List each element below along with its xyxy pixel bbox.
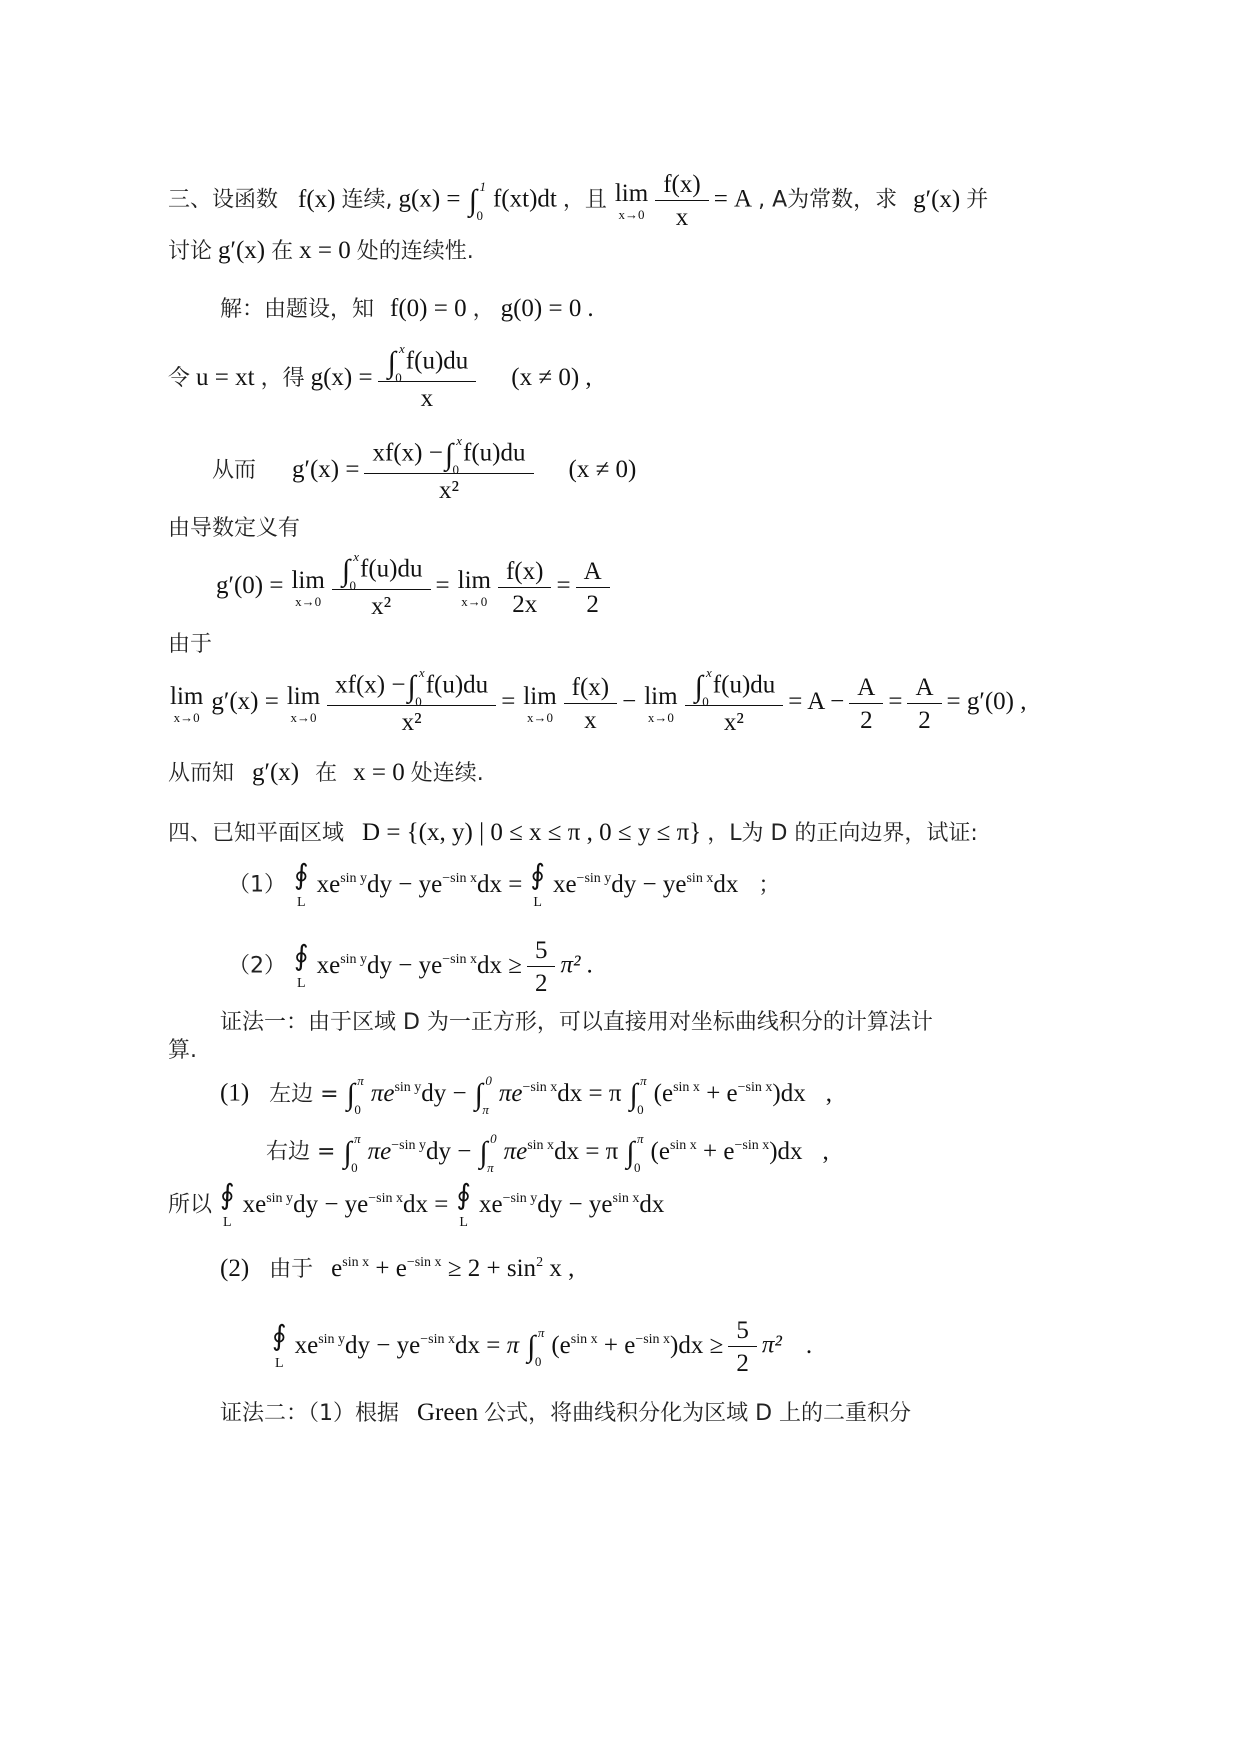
fraction-integral-over-x: ∫ x 0 f(u)du x — [382, 348, 473, 411]
integral-sign-icon: ∫ π 0 — [629, 1073, 647, 1117]
math-fx: f(x) — [298, 185, 336, 213]
text-discuss: 讨论 — [168, 239, 213, 264]
text-a-constant: , A为常数，求 — [758, 187, 898, 213]
derivative-definition-label — [168, 516, 300, 540]
fraction-5-over-2: $\frac{5}{2}$ — [732, 1318, 753, 1376]
contour-integral-icon: ∮ L — [530, 860, 545, 910]
math-condition: (x ≠ 0) , — [511, 364, 592, 392]
problem-number-label: 四、已知平面区域 — [168, 821, 345, 846]
limit-continuity-line: lim x→0 g′(x) = lim x→0 xf(x) −∫ x 0 f(u)du x² = lim x→0 $\frac{f(x)}{x}$ − lim x→0 ∫ x 0 f(u)du x² = A − $\frac{A}{2}$ = $\frac{A}{2}$ = g′(0) , — [170, 665, 1027, 736]
substitution-line — [168, 341, 592, 412]
proof1-intro-cont: 算. — [168, 1038, 197, 1063]
math-g0: g(0) = 0 — [500, 295, 582, 322]
limit: lim x→0 — [614, 180, 649, 222]
math-x-eq-0: x = 0 — [299, 237, 351, 264]
integral-sign-icon: ∫ x 0 — [341, 549, 360, 593]
text-let: 令 — [168, 366, 191, 392]
text-comma: ， — [472, 297, 495, 322]
conclusion-line: 从而知 g′(x) 在 x = 0 处连续. — [168, 759, 484, 786]
problem3-statement-line1 — [168, 172, 988, 230]
math-integrand: f(xt)dt — [492, 185, 557, 213]
fraction-fx-over-x: $\frac{f(x)}{x}$ — [659, 172, 704, 230]
integral-sign-icon: ∫ 1 0 — [468, 179, 486, 223]
since-label — [168, 632, 212, 656]
derivative-line — [212, 433, 637, 504]
text-since: 由于 — [168, 632, 213, 657]
problem4-item1: （1） ∮ L $xe^{sin y}dy - ye^{-sin x}dx$ = ∮ L $xe^{-sin y}dy - ye^{sin x}dx$ ； — [228, 860, 781, 910]
limit: lim x→0 — [291, 566, 325, 609]
proof1-left-side: (1) 左边 = ∫ π 0 $\pi e^{sin y}dy$ − ∫ 0 π $\pi e^{-sin x}dx = \pi$ ∫ π 0 $(e^{sin x} + e^{-sin x})dx$ , — [220, 1073, 832, 1117]
integral-sign-icon: ∫ π 0 — [346, 1073, 364, 1117]
g-prime-zero-line: g′(0) = lim x→0 ∫ x 0 f(u)du x² = lim x→0 $\frac{f(x)}{2x}$ = $\frac{A}{2}$ — [216, 556, 609, 619]
text-and: ，且 — [562, 187, 607, 213]
limit: lim x→0 — [644, 682, 678, 725]
text-solution-label: 解：由题设，知 — [220, 297, 375, 322]
integral-sign-icon: ∫ x 0 — [407, 665, 425, 709]
math-g-prime: g′(x) — [913, 185, 961, 213]
fraction-a-over-2: $\frac{A}{2}$ — [911, 675, 937, 733]
math-condition: (x ≠ 0) — [568, 456, 637, 484]
contour-integral-icon: ∮ L — [294, 941, 309, 991]
text-get: ，得 — [260, 366, 305, 392]
proof1-step2: (2) 由于 $e^{sin x} + e^{-sin x} \ge 2 + \sin^2 x$ , — [220, 1255, 575, 1282]
integral-sign-icon: ∫ π 0 — [527, 1325, 545, 1369]
math-f0: f(0) = 0 — [390, 295, 467, 322]
text-deriv-def: 由导数定义有 — [168, 516, 301, 541]
math-u-eq-xt: u = xt — [196, 364, 255, 392]
text-period: . — [587, 295, 594, 322]
fraction-fx-over-x: $\frac{f(x)}{x}$ — [568, 675, 613, 733]
proof1-final-inequality: ∮ L $xe^{sin y}dy - ye^{-sin x}dx = \pi$ ∫ π 0 $(e^{sin x} + e^{-sin x})dx$ ≥ $\frac{5}{2}$ π² . — [272, 1317, 813, 1377]
integral-sign-icon: ∫ 0 π — [479, 1131, 497, 1175]
integral-sign-icon: ∫ 0 π — [474, 1073, 492, 1117]
problem4-statement — [168, 820, 978, 845]
contour-integral-icon: ∮ L — [456, 1180, 471, 1230]
contour-integral-icon: ∮ L — [294, 860, 309, 910]
fraction-a-over-2: $\frac{A}{2}$ — [580, 559, 606, 617]
problem-number-label: 三、设函数 — [168, 187, 279, 213]
text-and2: 并 — [966, 187, 989, 213]
proof1-right-side: 右边 = ∫ π 0 $\pi e^{-sin y}dy$ − ∫ 0 π $\pi e^{sin x}dx = \pi$ ∫ π 0 $(e^{sin x} + e^{-sin x})dx$ , — [266, 1131, 829, 1175]
integral-sign-icon: ∫ π 0 — [626, 1131, 644, 1175]
limit: lim x→0 — [286, 682, 321, 725]
fraction-5-over-2: $\frac{5}{2}$ — [531, 938, 552, 996]
math-gx: g(x) = — [310, 364, 373, 392]
math-gx-def: g(x) = — [398, 185, 467, 213]
contour-integral-icon: ∮ L — [220, 1180, 235, 1230]
fraction-derivative: xf(x) −∫ x 0 f(u)du x² — [331, 672, 492, 735]
text-at: 在 — [271, 239, 294, 264]
limit: lim x→0 — [457, 566, 491, 609]
integral-sign-icon: ∫ x 0 — [694, 665, 712, 709]
integral-sign-icon: ∫ x 0 — [387, 341, 405, 385]
text-conclusion: 从而知 — [168, 761, 235, 786]
text-continuous: 连续, — [341, 187, 393, 213]
fraction-a-over-2: $\frac{A}{2}$ — [853, 675, 879, 733]
contour-integral-icon: ∮ L — [272, 1321, 287, 1371]
integral-sign-icon: ∫ π 0 — [343, 1131, 361, 1175]
problem3-statement-line2 — [168, 238, 474, 263]
math-domain-def: D = {(x, y) | 0 ≤ x ≤ π , 0 ≤ y ≤ π} — [362, 819, 702, 846]
text-continuity: 处的连续性. — [356, 239, 474, 264]
fraction-derivative: xf(x) −∫ x 0 f(u)du x² — [368, 440, 529, 503]
fraction-integral-over-x2: ∫ x 0 f(u)du x² — [336, 556, 427, 619]
math-g0p: g′(0) = — [216, 572, 284, 600]
problem4-item2: （2） ∮ L $xe^{sin y}dy - ye^{-sin x}dx$ ≥ $\frac{5}{2}$ π² . — [228, 937, 593, 997]
proof1-so-line: 所以 ∮ L $xe^{sin y}dy - ye^{-sin x}dx$ = ∮ L $xe^{-sin y}dy - ye^{sin x}dx$ — [168, 1180, 665, 1230]
solution-intro — [220, 296, 594, 321]
math-g-prime: g′(x) — [218, 237, 266, 264]
fraction-fx-over-2x: $\frac{f(x)}{2x}$ — [502, 559, 547, 617]
proof1-intro: 证法一：由于区域 D 为一正方形，可以直接用对坐标曲线积分的计算法计 — [220, 1010, 933, 1035]
text-thus: 从而 — [212, 458, 257, 484]
integral-sign-icon: ∫ x 0 — [444, 433, 463, 477]
fraction-integral-over-x2: ∫ x 0 f(u)du x² — [689, 672, 780, 735]
math-eq-a: = A — [713, 185, 753, 213]
limit: lim x→0 — [523, 682, 557, 725]
text-l-desc: ，L为 D 的正向边界，试证: — [707, 821, 978, 846]
proof2-intro: 证法二：（1）根据 Green 公式，将曲线积分化为区域 D 上的二重积分 — [220, 1399, 912, 1426]
limit: lim x→0 — [170, 682, 204, 725]
math-gpx: g′(x) = — [292, 456, 360, 484]
math-gpx: g′(x) = — [211, 688, 279, 716]
